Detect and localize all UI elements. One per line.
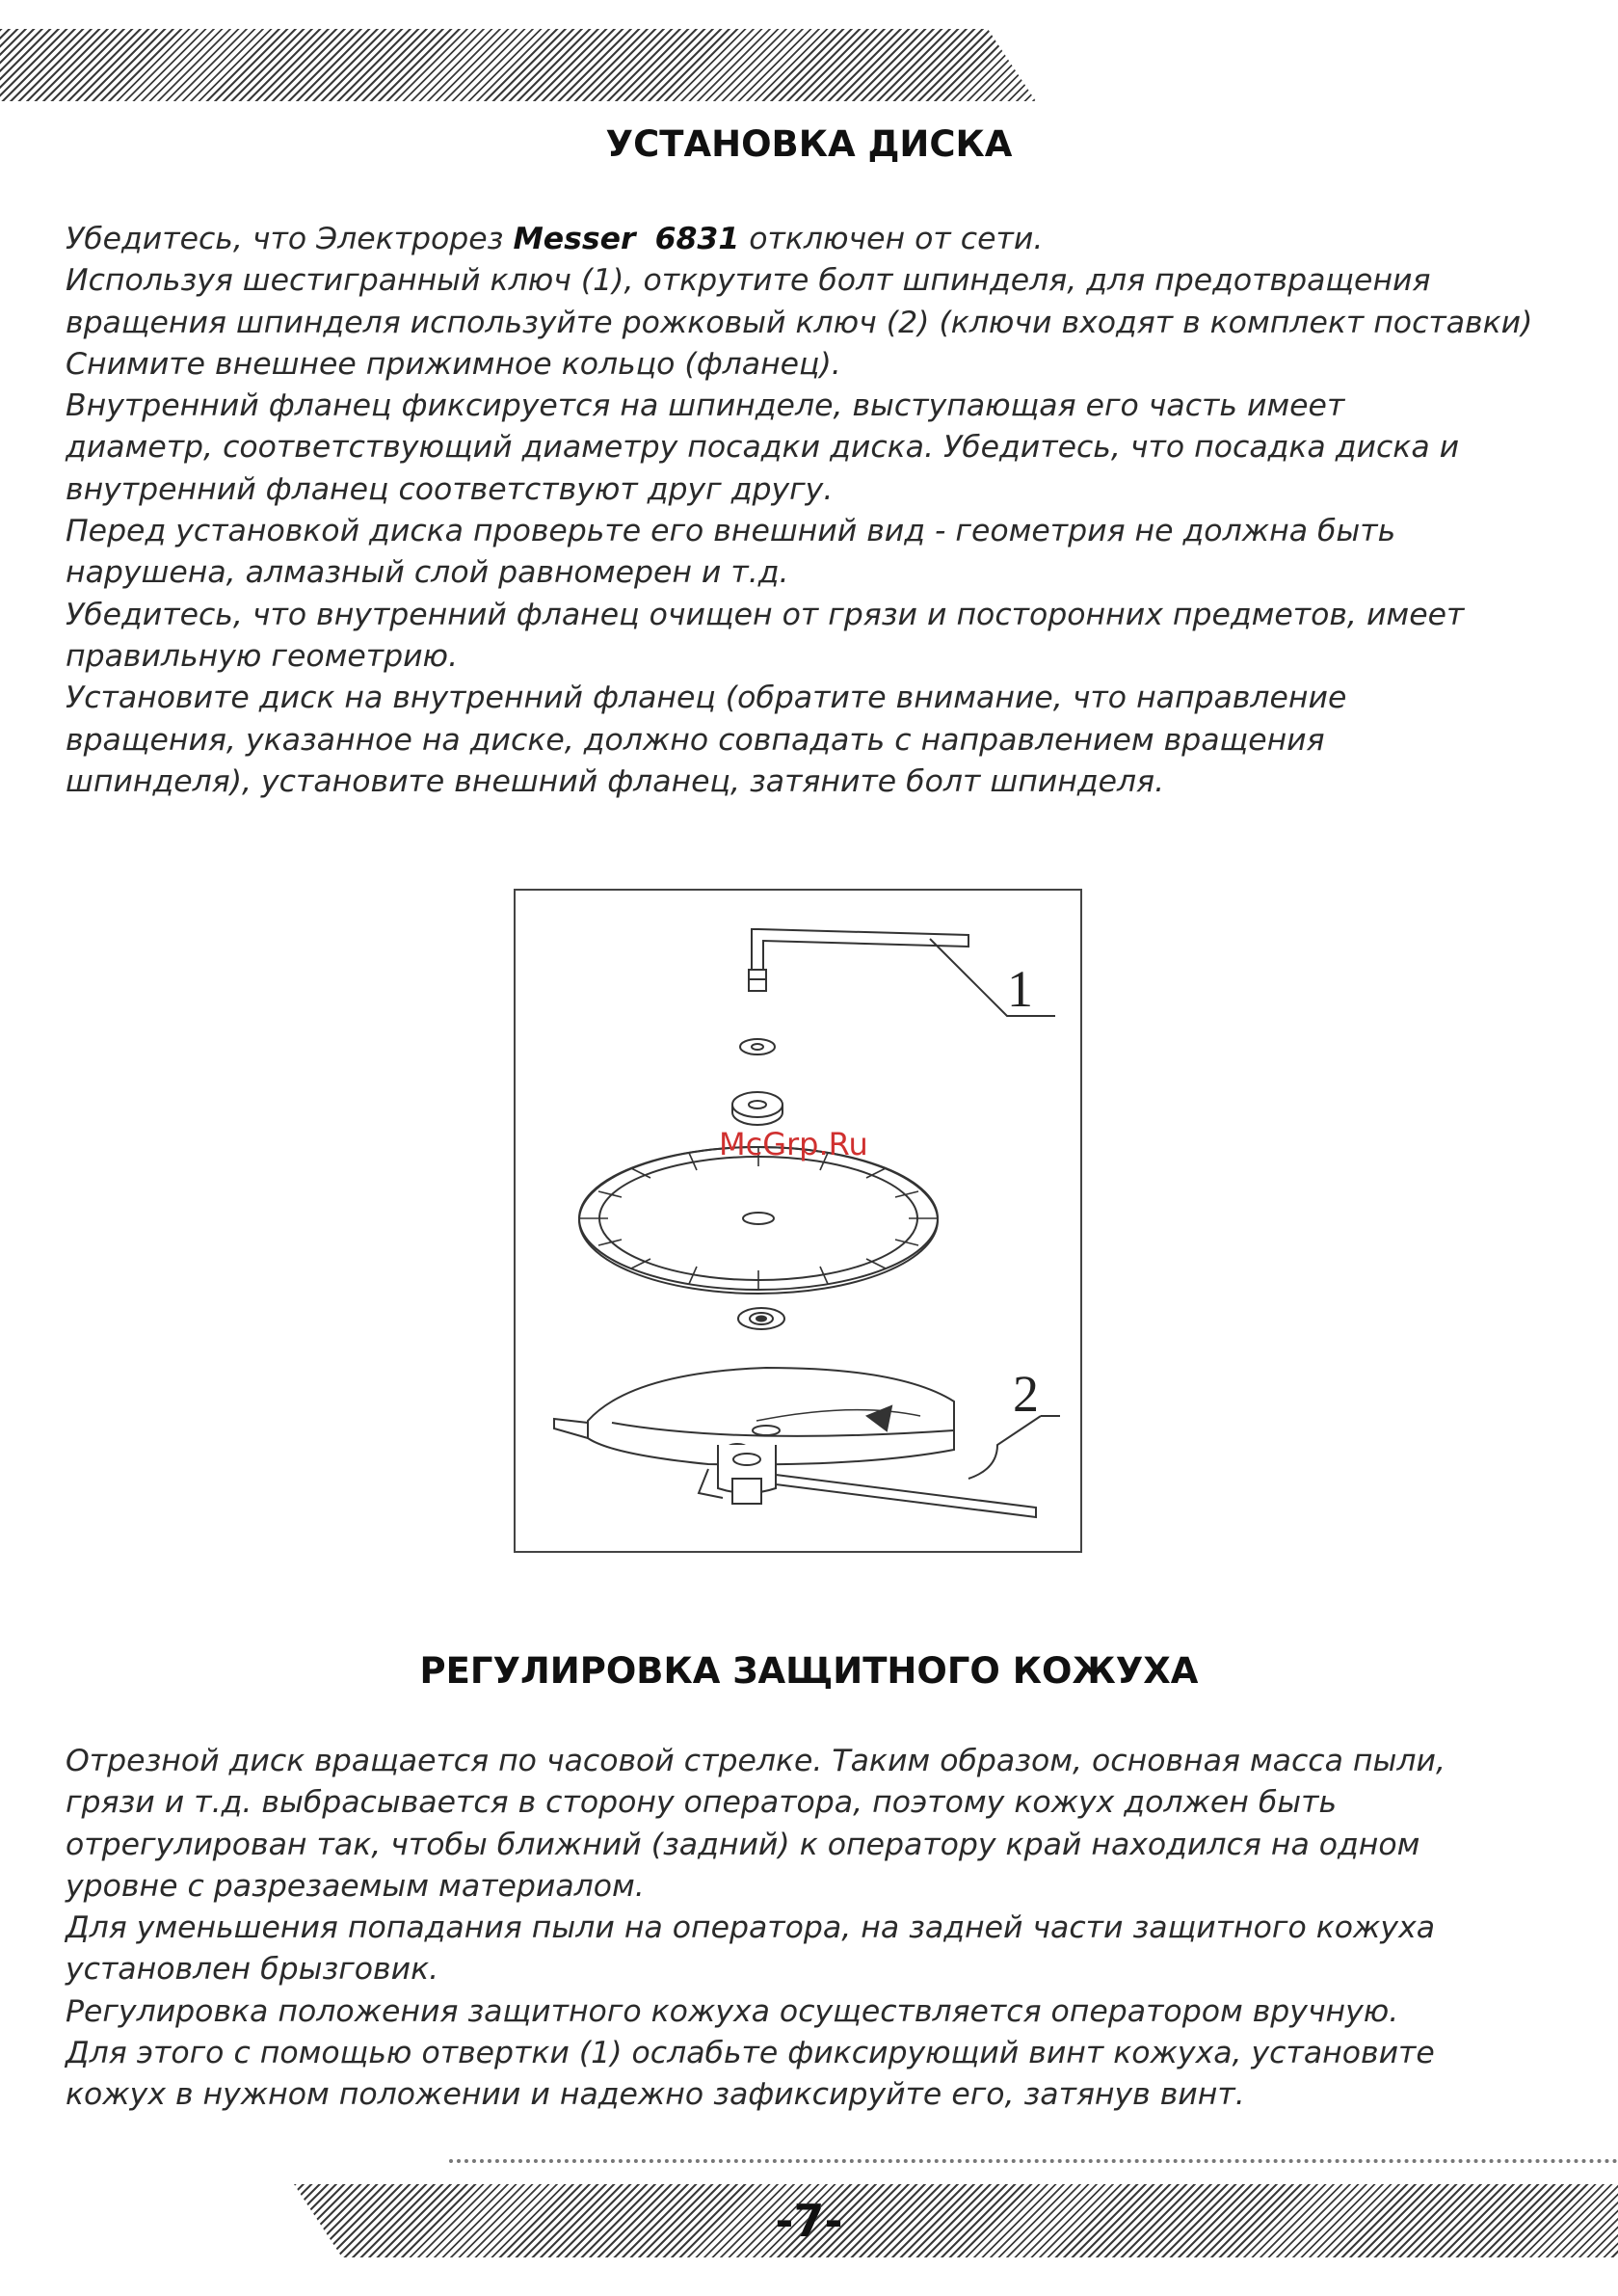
paragraph-line: внутренний фланец соответствуют друг другу. (66, 471, 834, 507)
page-number-text: -7- (775, 2195, 843, 2247)
section-title-guard-adjustment: РЕГУЛИРОВКА ЗАЩИТНОГО КОЖУХА (419, 1650, 1199, 1692)
paragraph-line: Снимите внешнее прижимное кольцо (фланец). (66, 346, 841, 382)
paragraph-line: Регулировка положения защитного кожуха осуществляется оператором вручную. (66, 1993, 1399, 2029)
paragraph-line: Установите диск на внутренний фланец (обратите внимание, что направление (66, 681, 1347, 716)
paragraph-line: уровне с разрезаемым материалом. (66, 1868, 645, 1904)
section-1-body (66, 219, 1607, 803)
top-hatched-band (0, 29, 1036, 101)
exploded-view-drawing (516, 891, 1082, 1553)
page-number (0, 2195, 1618, 2247)
watermark-text: McGrp.Ru (719, 1126, 868, 1162)
text-fragment: Убедитесь, что Электрорез (66, 222, 514, 256)
paragraph-line: Перед установкой диска проверьте его внешний вид - геометрия не должна быть (66, 514, 1396, 549)
brand-name: Messer (513, 222, 636, 256)
paragraph-line: отрегулирован так, чтобы ближний (задний) к оператору край находился на одном (66, 1827, 1420, 1862)
paragraph-line: Отрезной диск вращается по часовой стрелке. Таким образом, основная масса пыли, (66, 1744, 1446, 1778)
paragraph-line: Для уменьшения попадания пыли на оператора, на задней части защитного кожуха (66, 1910, 1436, 1946)
diamond-disc-icon (579, 1147, 938, 1294)
text-fragment: отключен от сети. (739, 222, 1044, 256)
section-title-disc-installation: УСТАНОВКА ДИСКА (605, 123, 1013, 165)
paragraph-line (66, 219, 1607, 260)
guard-and-spindle-icon (554, 1368, 954, 1504)
section-2-body (66, 1741, 1607, 2117)
paragraph-line: шпинделя), установите внешний фланец, затяните болт шпинделя. (66, 763, 1165, 799)
paragraph-line: вращения шпинделя используйте рожковый ключ (2) (ключи входят в комплект поставки) (66, 305, 1533, 340)
paragraph-line: правильную геометрию. (66, 638, 459, 674)
paragraph-line: установлен брызговик. (66, 1952, 439, 1988)
paragraph-line: Используя шестигранный ключ (1), открутите болт шпинделя, для предотвращения (66, 263, 1431, 299)
paragraph-line: диаметр, соответствующий диаметру посадки диска. Убедитесь, что посадка диска и (66, 430, 1460, 466)
paragraph-line: Внутренний фланец фиксируется на шпинделе, выступающая его часть имеет (66, 388, 1345, 424)
paragraph-line: кожух в нужном положении и надежно зафиксируйте его, затянув винт. (66, 2077, 1245, 2113)
callout-label-2: 2 (1013, 1365, 1039, 1423)
paragraph-line: грязи и т.д. выбрасывается в сторону оператора, поэтому кожух должен быть (66, 1785, 1338, 1821)
outer-flange-icon (732, 1092, 782, 1125)
disc-installation-figure (514, 889, 1082, 1553)
small-washer-icon (740, 1039, 775, 1055)
paragraph-line: Убедитесь, что внутренний фланец очищен от грязи и посторонних предметов, имеет (66, 597, 1465, 632)
paragraph-line: нарушена, алмазный слой равномерен и т.д. (66, 555, 789, 591)
paragraph-line: Для этого с помощью отвертки (1) ослабьте фиксирующий винт кожуха, установите (66, 2036, 1435, 2071)
callout-label-1: 1 (1007, 960, 1033, 1018)
model-number: 6831 (654, 222, 740, 256)
paragraph-line: вращения, указанное на диске, должно совпадать с направлением вращения (66, 722, 1325, 758)
inner-flange-icon (738, 1308, 784, 1329)
footer-dotted-rule (449, 2159, 1618, 2163)
